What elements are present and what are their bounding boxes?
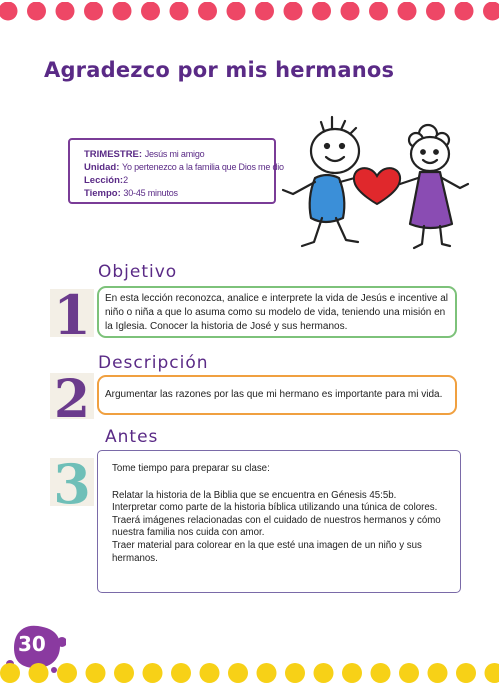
border-dot: [257, 663, 277, 683]
antes-item: Relatar la historia de la Biblia que se encuentra en Génesis 45:5b.: [112, 489, 397, 501]
border-dot: [369, 2, 388, 21]
lesson-info-box: [68, 138, 284, 204]
border-dot: [485, 663, 499, 683]
bottom-dot-border: [0, 662, 499, 684]
page-title: Agradezco por mis hermanos: [44, 58, 395, 82]
border-dot: [399, 663, 419, 683]
border-dot: [227, 2, 246, 21]
border-dot: [0, 663, 20, 683]
border-dot: [428, 663, 448, 683]
border-dot: [200, 663, 220, 683]
trimestre-value: Jesús mi amigo: [144, 149, 205, 159]
border-dot: [141, 2, 160, 21]
antes-heading: Antes: [105, 427, 159, 447]
border-dot: [0, 2, 18, 21]
border-dot: [398, 2, 417, 21]
border-dot: [371, 663, 391, 683]
svg-text:1: 1: [53, 283, 91, 341]
antes-box: [97, 450, 461, 593]
border-dot: [314, 663, 334, 683]
border-dot: [342, 663, 362, 683]
border-dot: [84, 2, 103, 21]
border-dot: [86, 663, 106, 683]
svg-text:2: 2: [53, 369, 91, 423]
antes-intro: Tome tiempo para preparar su clase:: [112, 463, 270, 474]
leccion-row: [84, 174, 264, 187]
border-dot: [27, 2, 46, 21]
descripcion-box: [97, 375, 457, 415]
section-2-number: [46, 367, 98, 427]
leccion-value: 2: [123, 175, 128, 185]
border-dot: [284, 2, 303, 21]
antes-item: Traerá imágenes relacionadas con el cuidado de nuestros hermanos y cómo nuestra familia nos cuida con amor.: [112, 514, 441, 539]
descripcion-text: Argumentar las razones por las que mi hermano es importante para mi vida.: [105, 389, 443, 400]
tiempo-value: 30-45 minutos: [123, 188, 178, 198]
objetivo-heading: Objetivo: [98, 262, 178, 282]
border-dot: [113, 2, 132, 21]
unidad-label: Unidad:: [84, 162, 120, 173]
border-dot: [57, 663, 77, 683]
trimestre-label: TRIMESTRE:: [84, 149, 143, 160]
border-dot: [198, 2, 217, 21]
border-dot: [255, 2, 274, 21]
objetivo-text: En esta lección reconozca, analice e interprete la vida de Jesús e incentive al niño o niña a que lo asuma como su modelo de vida, teniendo una misión en la Iglesia. Conocer la historia de José y sus hermanos.: [105, 293, 448, 332]
unidad-row: [84, 161, 284, 174]
border-dot: [56, 2, 75, 21]
border-dot: [285, 663, 305, 683]
objetivo-box: [97, 286, 457, 338]
tiempo-row: [84, 187, 264, 200]
page-number: 30: [18, 632, 46, 656]
border-dot: [483, 2, 499, 21]
border-dot: [312, 2, 331, 21]
section-3-number: [46, 452, 98, 514]
unidad-value: Yo pertenezco a la familia que Dios me dio: [122, 162, 284, 172]
section-1-number: [46, 283, 98, 345]
border-dot: [171, 663, 191, 683]
leccion-label: Lección:: [84, 175, 124, 186]
border-dot: [341, 2, 360, 21]
border-dot: [455, 2, 474, 21]
svg-text:3: 3: [53, 452, 91, 510]
border-dot: [170, 2, 189, 21]
antes-item: Interpretar como parte de la historia bíblica utilizando una túnica de colores.: [112, 502, 438, 514]
top-dot-border: [0, 2, 499, 22]
tiempo-label: Tiempo:: [84, 188, 121, 199]
border-dot: [228, 663, 248, 683]
border-dot: [426, 2, 445, 21]
border-dot: [143, 663, 163, 683]
children-with-heart-icon: [270, 106, 485, 261]
antes-item: Traer material para colorear en la que esté una imagen de un niño y sus hermanos.: [112, 539, 422, 564]
border-dot: [29, 663, 49, 683]
descripcion-heading: Descripción: [98, 353, 209, 373]
border-dot: [456, 663, 476, 683]
trimestre-row: [84, 148, 264, 161]
border-dot: [114, 663, 134, 683]
